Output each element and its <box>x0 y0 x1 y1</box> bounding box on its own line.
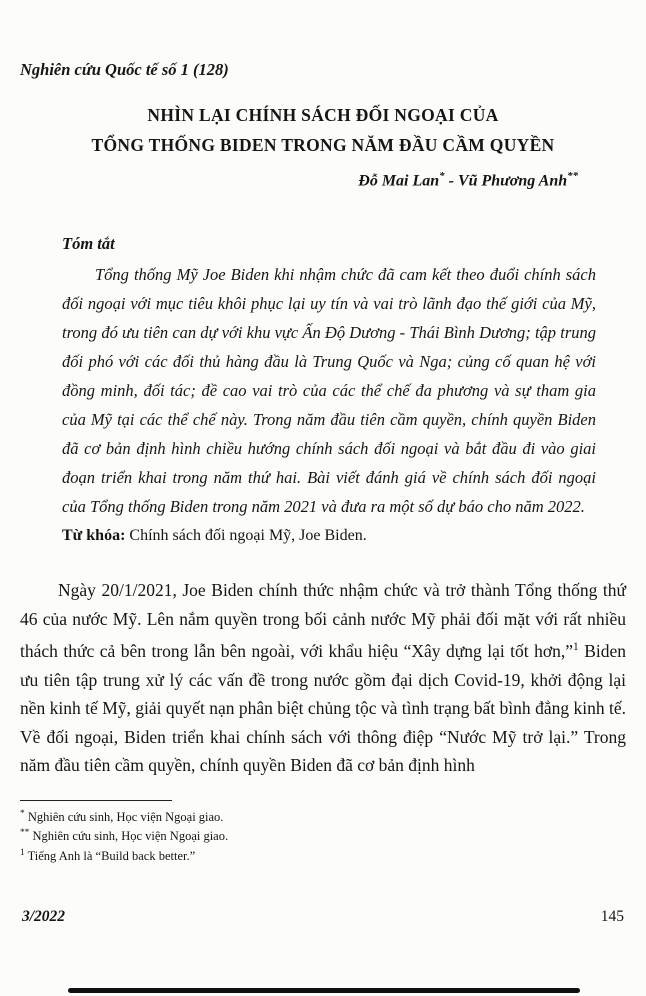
author-separator: - <box>444 172 458 190</box>
page-footer <box>22 908 624 926</box>
keywords-label: Từ khóa: <box>62 527 126 545</box>
footer-issue-date: 3/2022 <box>22 908 66 925</box>
body-paragraph <box>20 576 626 779</box>
footnote-item <box>20 845 626 865</box>
footnote-text: Tiếng Anh là “Build back better.” <box>24 849 196 864</box>
body-paragraph-part2: Biden ưu tiên tập trung xử lý các vấn đề trong nước gồm đại dịch Covid-19, khởi động lại nền kinh tế Mỹ, giải quyết nạn phân biệt chủng tộc và tình trạng bất bình đẳng kinh tế. Về đối ngoại, Biden triển khai chính sách với thông điệp “Nước Mỹ trở lại.” Trong năm đầu tiên cầm quyền, chính quyền Biden đã cơ bản định hình <box>20 641 626 776</box>
footnote-text: Nghiên cứu sinh, Học viện Ngoại giao. <box>24 809 224 824</box>
author-marker-2: ** <box>567 170 578 182</box>
author-marker-1: * <box>439 170 445 182</box>
footer-page-number: 145 <box>600 908 624 925</box>
article-title-line2: TỔNG THỐNG BIDEN TRONG NĂM ĐẦU CẦM QUYỀN <box>91 135 555 155</box>
abstract-heading: Tóm tắt <box>62 234 115 254</box>
author-name-1: Đỗ Mai Lan <box>358 172 440 190</box>
keywords-text: Chính sách đối ngoại Mỹ, Joe Biden. <box>129 527 367 545</box>
footnote-marker: 1 <box>20 847 25 858</box>
keywords-line <box>62 521 596 550</box>
abstract-body: Tổng thống Mỹ Joe Biden khi nhậm chức đã cam kết theo đuổi chính sách đối ngoại với mục tiêu khôi phục lại uy tín và vai trò lãnh đạo thế giới của Mỹ, trong đó ưu tiên can dự với khu vực Ấn Độ Dương - Thái Bình Dương; tập trung đối phó với các đối thủ hàng đầu là Trung Quốc và Nga; củng cố quan hệ với đồng minh, đối tác; đề cao vai trò của các thể chế đa phương và sự tham gia của Mỹ tại các thể chế này. Trong năm đầu tiên cầm quyền, chính quyền Biden đã cơ bản định hình chiều hướng chính sách đối ngoại và bắt đầu đi vào giai đoạn triển khai trong năm thứ hai. Bài viết đánh giá về chính sách đối ngoại của Tổng thống Biden trong năm 2021 và đưa ra một số dự báo cho năm 2022. <box>62 265 596 517</box>
footnote-marker: * <box>20 808 25 819</box>
footnote-text: Nghiên cứu sinh, Học viện Ngoại giao. <box>29 829 229 844</box>
author-line <box>20 170 626 190</box>
footnotes-section <box>20 806 626 865</box>
footnote-item <box>20 825 626 845</box>
article-title <box>20 100 626 160</box>
footnote-separator <box>20 800 172 801</box>
footnote-item <box>20 806 626 826</box>
journal-header: Nghiên cứu Quốc tế số 1 (128) <box>20 60 229 79</box>
scan-artifact-line <box>68 988 580 993</box>
footnote-marker: ** <box>20 828 30 839</box>
article-title-line1: NHÌN LẠI CHÍNH SÁCH ĐỐI NGOẠI CỦA <box>147 105 499 125</box>
body-paragraph-part1: Ngày 20/1/2021, Joe Biden chính thức nhậm chức và trở thành Tổng thống thứ 46 của nước Mỹ. Lên nắm quyền trong bối cảnh nước Mỹ phải đối mặt với rất nhiều thách thức cả bên trong lẫn bên ngoài, với khẩu hiệu “Xây dựng lại tốt hơn,” <box>20 580 626 662</box>
author-name-2: Vũ Phương Anh <box>457 172 568 190</box>
footnote-reference: 1 <box>573 641 579 654</box>
abstract-section <box>62 234 596 550</box>
